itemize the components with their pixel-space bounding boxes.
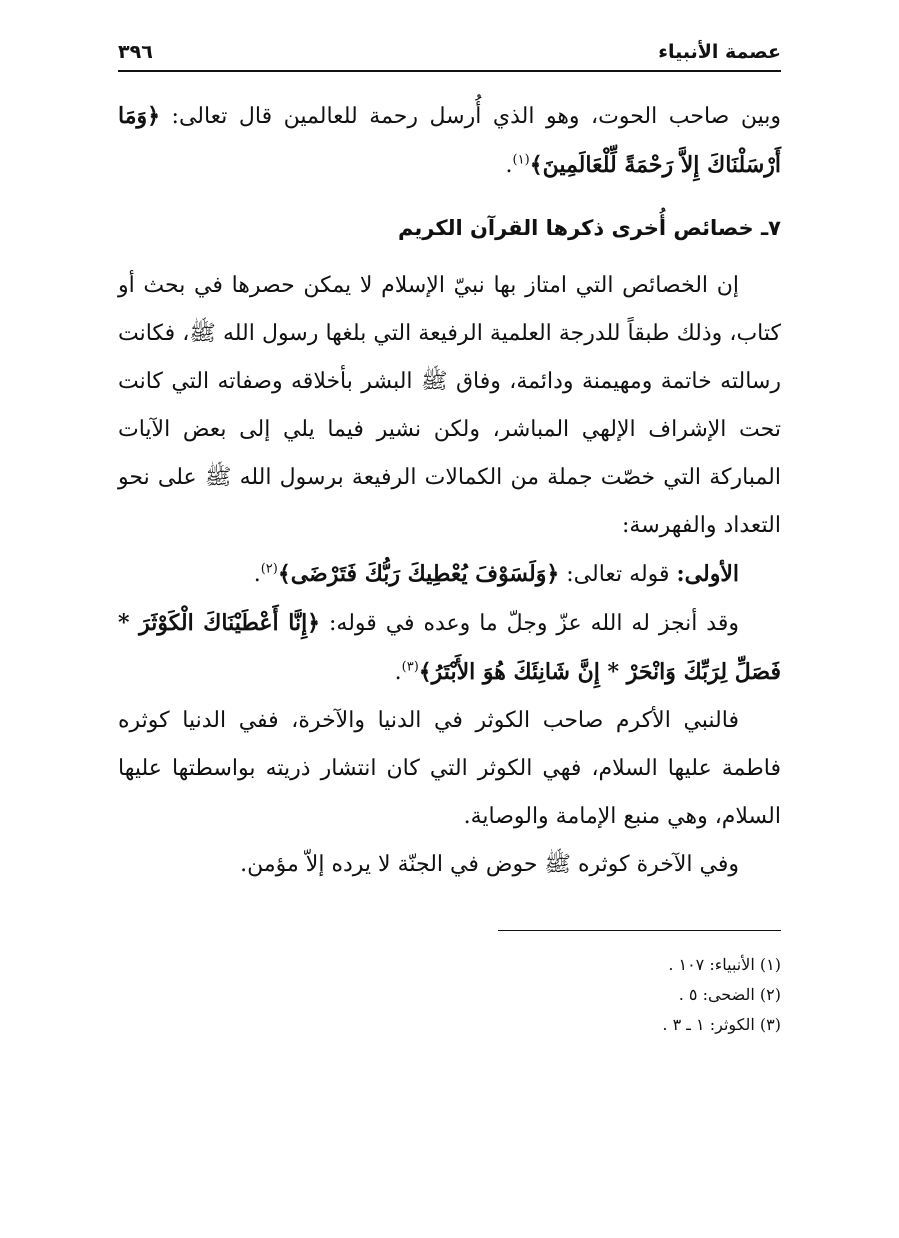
page-header [118, 36, 781, 68]
footnote-2: (٢) الضحى: ٥ . [678, 985, 781, 1004]
paragraph-2: إن الخصائص التي امتاز بها نبيّ الإسلام لا يمكن حصرها في بحث أو كتاب، وذلك طبقاً للدرجة العلمية الرفيعة التي بلغها رسول الله ﷺ، فكانت رسالته خاتمة ومهيمنة ودائمة، وفاق ﷺ البشر بأخلاقه وصفاته التي كانت تحت الإشراف الإلهي المباشر، ولكن نشير فيما يلي إلى بعض الآيات المباركة التي خصّت جملة من الكمالات الرفيعة برسول الله ﷺ على نحو التعداد والفهرسة: [118, 273, 781, 538]
p3-quran-verse: ﴿وَلَسَوْفَ يُعْطِيكَ رَبُّكَ فَتَرْضَى﴾ [277, 561, 560, 587]
footnote-1: (١) الأنبياء: ١٠٧ . [668, 955, 781, 974]
page-body [118, 92, 781, 889]
footnote-ref-3: (٣) [401, 659, 419, 675]
section-heading: ٧ـ خصائص أُخرى ذكرها القرآن الكريم [397, 216, 781, 240]
p4-end: . [394, 660, 402, 685]
footnote-ref-2: (٢) [260, 561, 278, 577]
footnotes [118, 950, 781, 1040]
p4-quran-verse: ﴿إِنَّا أَعْطَيْنَاكَ الْكَوْثَرَ * فَصَلِّ لِرَبِّكَ وَانْحَرْ * إِنَّ شَانِئَكَ هُوَ الأَبْتَرُ﴾ [118, 610, 781, 685]
footnote-ref-1: (١) [512, 152, 530, 168]
p1-quran-verse: ﴿وَمَا أَرْسَلْنَاكَ إِلاَّ رَحْمَةً لِّلْعَالَمِينَ﴾ [118, 103, 781, 178]
p3-label: الأولى: [676, 561, 739, 587]
paragraph-6: وفي الآخرة كوثره ﷺ حوض في الجنّة لا يرده إلاّ مؤمن. [240, 852, 739, 877]
footnote-divider [498, 930, 781, 931]
page-number: ٣٩٦ [118, 41, 153, 63]
p3-text: قوله تعالى: [559, 562, 677, 587]
paragraph-5: فالنبي الأكرم صاحب الكوثر في الدنيا والآخرة، ففي الدنيا كوثره فاطمة عليها السلام، فهي الكوثر التي كان انتشار ذريته بواسطتها عليها السلام، وهي منبع الإمامة والوصاية. [118, 708, 782, 829]
p3-end: . [253, 562, 261, 587]
paragraph-3 [118, 550, 781, 599]
p1-text: وبين صاحب الحوت، وهو الذي أُرسل رحمة للعالمين قال تعالى: [160, 104, 781, 129]
paragraph-4 [118, 599, 781, 697]
book-title: عصمة الأنبياء [658, 41, 781, 63]
p1-end: . [505, 153, 513, 178]
footnote-3: (٣) الكوثر: ١ ـ ٣ . [662, 1015, 781, 1034]
header-divider [118, 70, 781, 72]
paragraph-1 [118, 92, 781, 190]
p4-text: وقد أنجز له الله عزّ وجلّ ما وعده في قوله: [320, 611, 739, 636]
